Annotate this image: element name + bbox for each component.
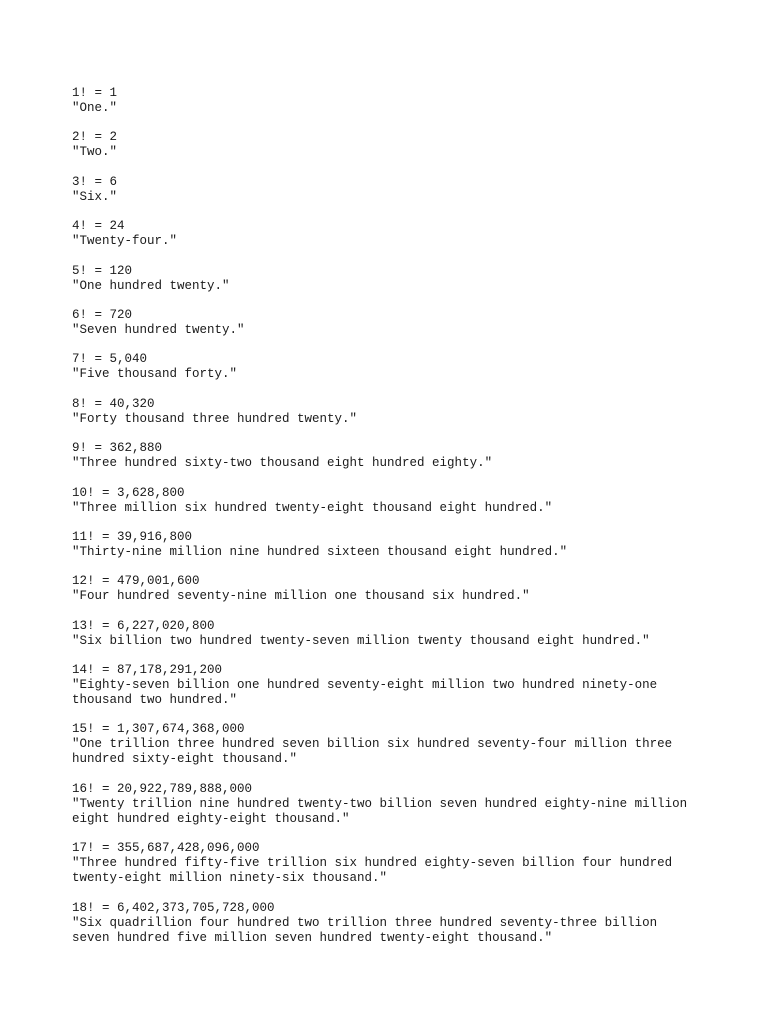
factorial-equation: 1! = 1 <box>72 86 118 100</box>
factorial-words: "Five thousand forty." <box>72 367 238 382</box>
factorial-entry-4 <box>72 219 712 249</box>
factorial-entry-3 <box>72 175 712 205</box>
factorial-equation: 6! = 720 <box>72 307 133 322</box>
factorial-equation: 8! = 40,320 <box>72 396 155 411</box>
factorial-words: "One trillion three hundred seven billion six hundred seventy-four million three hundred sixty-eight thousand." <box>72 737 673 767</box>
factorial-entry-7 <box>72 352 712 382</box>
factorial-words: "One hundred twenty." <box>72 278 230 293</box>
factorial-words: "Six." <box>72 189 118 204</box>
factorial-words: "One." <box>72 101 118 115</box>
factorial-words: "Four hundred seventy-nine million one thousand six hundred." <box>72 589 530 604</box>
factorial-equation: 2! = 2 <box>72 130 118 145</box>
factorial-equation: 4! = 24 <box>72 219 125 234</box>
factorial-entry-1 <box>72 86 712 116</box>
factorial-entry-18 <box>72 901 712 946</box>
factorial-entry-13 <box>72 619 712 649</box>
factorial-entry-8 <box>72 397 712 427</box>
factorial-equation: 3! = 6 <box>72 174 118 189</box>
factorial-words: "Three hundred sixty-two thousand eight hundred eighty." <box>72 456 493 471</box>
factorial-words: "Six billion two hundred twenty-seven million twenty thousand eight hundred." <box>72 633 650 648</box>
factorial-equation: 5! = 120 <box>72 263 133 278</box>
factorial-words: "Twenty trillion nine hundred twenty-two billion seven hundred eighty-nine million eight hundred eighty-eight thousand." <box>72 796 688 826</box>
factorial-words: "Forty thousand three hundred twenty." <box>72 411 358 426</box>
factorial-entry-2 <box>72 130 712 160</box>
factorial-words: "Eighty-seven billion one hundred seventy-eight million two hundred ninety-one thousand two hundred." <box>72 678 658 708</box>
factorial-equation: 10! = 3,628,800 <box>72 485 185 500</box>
document-page <box>72 86 712 960</box>
factorial-entry-12 <box>72 574 712 604</box>
factorial-equation: 15! = 1,307,674,368,000 <box>72 722 245 737</box>
factorial-entry-5 <box>72 264 712 294</box>
factorial-entry-6 <box>72 308 712 338</box>
factorial-equation: 7! = 5,040 <box>72 352 148 367</box>
factorial-entry-17 <box>72 841 712 886</box>
factorial-words: "Two." <box>72 145 118 160</box>
factorial-words: "Seven hundred twenty." <box>72 322 245 337</box>
factorial-equation: 14! = 87,178,291,200 <box>72 663 223 678</box>
factorial-words: "Three hundred fifty-five trillion six hundred eighty-seven billion four hundred twenty-eight million ninety-six thousand." <box>72 856 673 886</box>
factorial-equation: 17! = 355,687,428,096,000 <box>72 841 260 856</box>
factorial-entry-11 <box>72 530 712 560</box>
factorial-equation: 16! = 20,922,789,888,000 <box>72 781 253 796</box>
factorial-words: "Three million six hundred twenty-eight thousand eight hundred." <box>72 500 553 515</box>
factorial-entry-15 <box>72 722 712 767</box>
factorial-equation: 9! = 362,880 <box>72 441 163 456</box>
factorial-equation: 13! = 6,227,020,800 <box>72 618 215 633</box>
factorial-entry-16 <box>72 782 712 827</box>
factorial-equation: 11! = 39,916,800 <box>72 529 193 544</box>
factorial-equation: 12! = 479,001,600 <box>72 574 200 589</box>
factorial-entry-14 <box>72 663 712 708</box>
factorial-entry-9 <box>72 441 712 471</box>
factorial-words: "Six quadrillion four hundred two trillion three hundred seventy-three billion seven hundred five million seven hundred twenty-eight thousand." <box>72 915 658 945</box>
factorial-words: "Thirty-nine million nine hundred sixteen thousand eight hundred." <box>72 544 568 559</box>
factorial-words: "Twenty-four." <box>72 234 178 249</box>
factorial-entry-10 <box>72 486 712 516</box>
factorial-equation: 18! = 6,402,373,705,728,000 <box>72 900 275 915</box>
